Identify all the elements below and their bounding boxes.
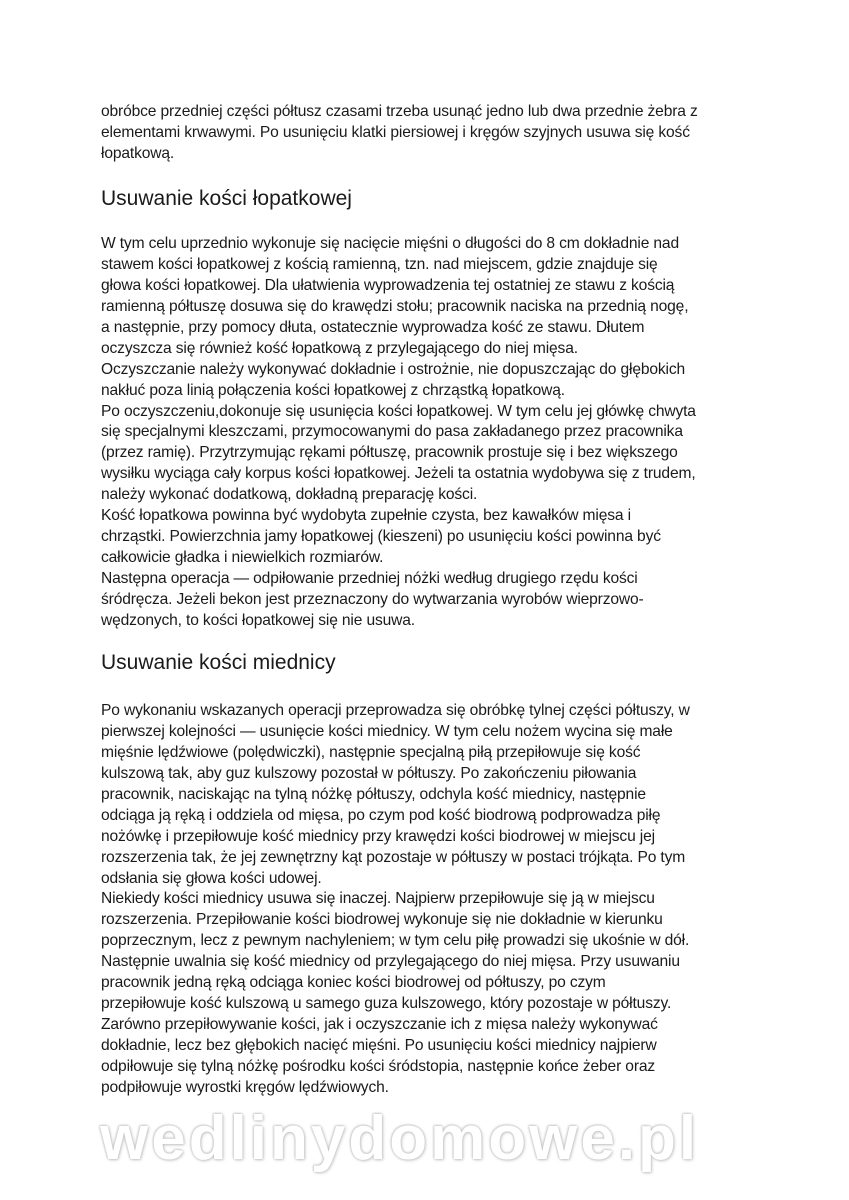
text-line: wędzonych, to kości łopatkowej się nie usuwa.: [101, 611, 415, 629]
text-line: ramienną półtuszę dosuwa się do krawędzi stołu; pracownik naciska na przednią nogę,: [101, 297, 689, 315]
text-line: kulszową tak, aby guz kulszowy pozostał w półtuszy. Po zakończeniu piłowania: [101, 764, 637, 782]
text-line: się specjalnymi kleszczami, przymocowanymi do pasa zakładanego przez pracownika: [101, 423, 683, 441]
text-line: oczyszcza się również kość łopatkową z przylegającego do niej mięsa.: [101, 339, 578, 357]
text-line: obróbce przedniej części półtusz czasami trzeba usunąć jedno lub dwa przednie żebra z: [101, 103, 698, 120]
text-line: a następnie, przy pomocy dłuta, ostatecznie wyprowadza kość ze stawu. Dłutem: [101, 318, 645, 336]
section-heading-pelvis: Usuwanie kości miednicy: [101, 651, 336, 674]
text-line: należy wykonać dodatkową, dokładną preparację kości.: [101, 486, 478, 504]
text-line: (przez ramię). Przytrzymując rękami półtuszę, pracownik prostuje się i bez większego: [101, 444, 678, 462]
text-line: Następna operacja — odpiłowanie przedniej nóżki według drugiego rzędu kości: [101, 570, 638, 587]
text-line: Kość łopatkowa powinna być wydobyta zupełnie czysta, bez kawałków mięsa i: [101, 507, 631, 525]
text-line: Następnie uwalnia się kość miednicy od przylegającego do niej mięsa. Przy usuwaniu: [101, 953, 680, 971]
text-line: chrząstki. Powierzchnia jamy łopatkowej (kieszeni) po usunięciu kości powinna być: [101, 528, 661, 546]
text-line: Niekiedy kości miednicy usuwa się inaczej. Najpierw przepiłowuje się ją w miejscu: [101, 890, 655, 908]
text-line: głowa kości łopatkowej. Dla ułatwienia wyprowadzenia tej ostatniej ze stawu z kością: [101, 276, 675, 294]
text-line: Oczyszczanie należy wykonywać dokładnie i ostrożnie, nie dopuszczając do głębokich: [101, 360, 686, 378]
text-line: przepiłowuje kość kulszową u samego guza kulszowego, który pozostaje w półtuszy.: [101, 995, 672, 1013]
text-line: całkowicie gładka i niewielkich rozmiarów.: [101, 549, 384, 567]
text-line: podpiłowuje wyrostki kręgów lędźwiowych.: [101, 1078, 389, 1096]
text-line: odpiłowuje się tylną nóżkę pośrodku kości śródstopia, następnie końce żeber oraz: [101, 1057, 656, 1075]
text-line: stawem kości łopatkowej z kością ramienną, tzn. nad miejscem, gdzie znajduje się: [101, 255, 658, 273]
text-line: pracownik jedną ręką odciąga koniec kości biodrowej od półtuszy, po czym: [101, 974, 606, 992]
text-line: łopatkową.: [101, 144, 175, 162]
text-line: odsłania się głowa kości udowej.: [101, 869, 322, 887]
watermark: wedlinydomowe.pl: [100, 1104, 700, 1173]
text-line: pierwszej kolejności — usunięcie kości miednicy. W tym celu nożem wycina się małe: [101, 722, 673, 740]
text-line: W tym celu uprzednio wykonuje się nacięcie mięśni o długości do 8 cm dokładnie nad: [101, 235, 679, 252]
text-line: śródręcza. Jeżeli bekon jest przeznaczony do wytwarzania wyrobów wieprzowo-: [101, 590, 644, 608]
text-line: Zarówno przepiłowywanie kości, jak i oczyszczanie ich z mięsa należy wykonywać: [101, 1016, 658, 1034]
text-line: rozszerzenia tak, że jej zewnętrzny kąt pozostaje w półtuszy w postaci trójkąta. Po tym: [101, 848, 686, 866]
text-line: nożówkę i przepiłowuje kość miednicy przy krawędzi kości biodrowej w miejscu jej: [101, 827, 655, 845]
text-line: odciąga ją ręką i oddziela od mięsa, po czym pod kość biodrową podprowadza piłę: [101, 806, 661, 824]
pelvis-paragraph: [101, 701, 690, 1099]
section-heading-shoulder-blade: Usuwanie kości łopatkowej: [101, 187, 352, 210]
text-line: rozszerzenia. Przepiłowanie kości biodrowej wykonuje się nie dokładnie w kierunku: [101, 911, 663, 929]
text-line: Po wykonaniu wskazanych operacji przeprowadza się obróbkę tylnej części półtuszy, w: [101, 702, 690, 719]
shoulder-blade-paragraph: [101, 234, 696, 632]
text-line: Po oczyszczeniu,dokonuje się usunięcia kości łopatkowej. W tym celu jej główkę chwyta: [101, 402, 696, 420]
intro-paragraph: [101, 102, 698, 165]
text-line: wysiłku wyciąga cały korpus kości łopatkowej. Jeżeli ta ostatnia wydobywa się z trudem,: [101, 465, 696, 483]
text-line: poprzecznym, lecz z pewnym nachyleniem; w tym celu piłę prowadzi się ukośnie w dół.: [101, 932, 690, 950]
text-line: dokładnie, lecz bez głębokich nacięć mięśni. Po usunięciu kości miednicy najpierw: [101, 1037, 657, 1054]
text-line: elementami krwawymi. Po usunięciu klatki piersiowej i kręgów szyjnych usuwa się kość: [101, 123, 690, 141]
text-line: pracownik, naciskając na tylną nóżkę półtuszy, odchyla kość miednicy, następnie: [101, 785, 646, 803]
text-line: nakłuć poza linią połączenia kości łopatkowej z chrząstką łopatkową.: [101, 381, 565, 399]
text-line: mięśnie lędźwiowe (polędwiczki), następnie specjalną piłą przepiłowuje się kość: [101, 743, 641, 761]
